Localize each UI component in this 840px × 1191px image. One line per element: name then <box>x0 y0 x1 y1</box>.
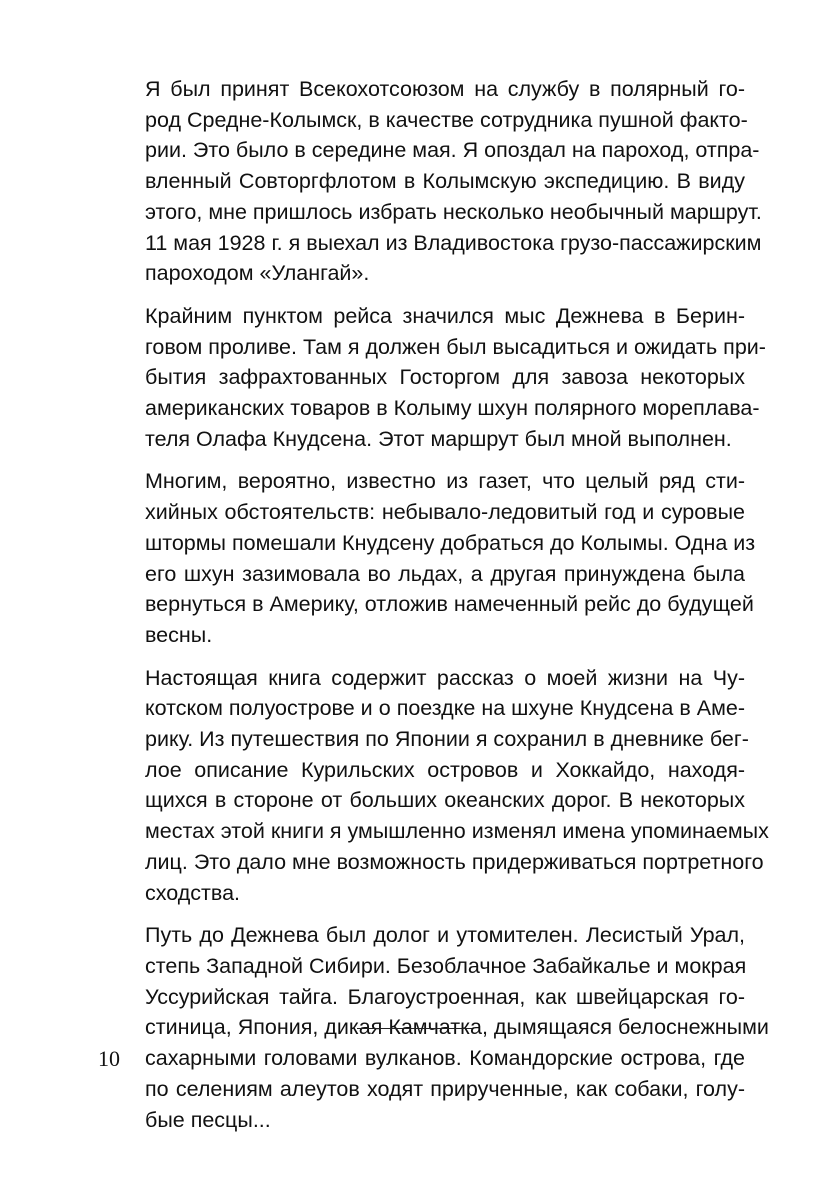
section-divider <box>357 1028 472 1029</box>
text-line: этого, мне пришлось избрать несколько необычный маршрут. <box>145 199 762 224</box>
text-line: весны. <box>145 622 213 647</box>
text-line: рику. Из путешествия по Японии я сохранил в дневнике бег- <box>145 727 749 752</box>
text-line: Крайним пунктом рейса значился мыс Дежнева в Берин- <box>145 303 745 328</box>
text-line: его шхун зазимовала во льдах, а другая принуждена была <box>145 561 745 586</box>
paragraph <box>105 466 756 650</box>
paragraph <box>105 301 766 455</box>
text-line: сахарными головами вулканов. Командорские острова, где <box>145 1046 745 1071</box>
paragraph <box>105 74 762 289</box>
text-line: бытия зафрахтованных Госторгом для завоза некоторых <box>145 365 745 390</box>
page-number: 10 <box>98 1046 120 1071</box>
text-line: степь Западной Сибири. Безоблачное Забайкалье и мокрая <box>145 953 747 978</box>
text-line: говом проливе. Там я должен был высадиться и ожидать при- <box>145 334 766 359</box>
text-line: котском полуострове и о поездке на шхуне Кнудсена в Аме- <box>145 696 745 721</box>
text-line: Настоящая книга содержит рассказ о моей жизни на Чу- <box>145 665 745 690</box>
text-line: Я был принят Всекохотсоюзом на службу в полярный го- <box>145 77 745 101</box>
text-line: щихся в стороне от больших океанских дорог. В некоторых <box>145 788 745 813</box>
text-line: сходства. <box>145 880 240 905</box>
text-line: хийных обстоятельств: небывало-ледовитый год и суровые <box>145 500 745 525</box>
text-line: рии. Это было в середине мая. Я опоздал на пароход, отпра- <box>145 138 760 163</box>
body-text <box>105 74 769 1147</box>
text-line: штормы помешали Кнудсену добраться до Колымы. Одна из <box>145 530 756 555</box>
text-line: 11 мая 1928 г. я выехал из Владивостока грузо-пассажирским <box>145 230 762 255</box>
text-line: Путь до Дежнева был долог и утомителен. Лесистый Урал, <box>145 923 745 948</box>
text-line: стиница, Япония, дикая Камчатка, дымящаяся белоснежными <box>145 1015 769 1040</box>
text-line: Многим, вероятно, известно из газет, что целый ряд сти- <box>145 469 745 494</box>
text-line: род Средне-Колымск, в качестве сотрудника пушной факто- <box>145 107 748 132</box>
text-line: местах этой книги я умышленно изменял имена упоминаемых <box>145 819 769 844</box>
text-line: теля Олафа Кнудсена. Этот маршрут был мной выполнен. <box>145 426 732 451</box>
text-line: вернуться в Америку, отложив намеченный рейс до будущей <box>145 592 754 617</box>
text-line: пароходом «Улангай». <box>145 261 370 286</box>
paragraph <box>105 663 769 909</box>
text-line: вленный Совторгфлотом в Колымскую экспедицию. В виду <box>145 169 745 194</box>
text-line: лиц. Это дало мне возможность придерживаться портретного <box>145 849 764 874</box>
text-line: Уссурийская тайга. Благоустроенная, как швейцарская го- <box>145 984 745 1009</box>
text-line: бые песцы... <box>145 1107 271 1132</box>
text-line: американских товаров в Колыму шхун полярного мореплава- <box>145 396 760 421</box>
text-line: лое описание Курильских островов и Хоккайдо, находя- <box>145 757 745 782</box>
text-line: по селениям алеутов ходят прирученные, как собаки, голу- <box>145 1076 745 1101</box>
